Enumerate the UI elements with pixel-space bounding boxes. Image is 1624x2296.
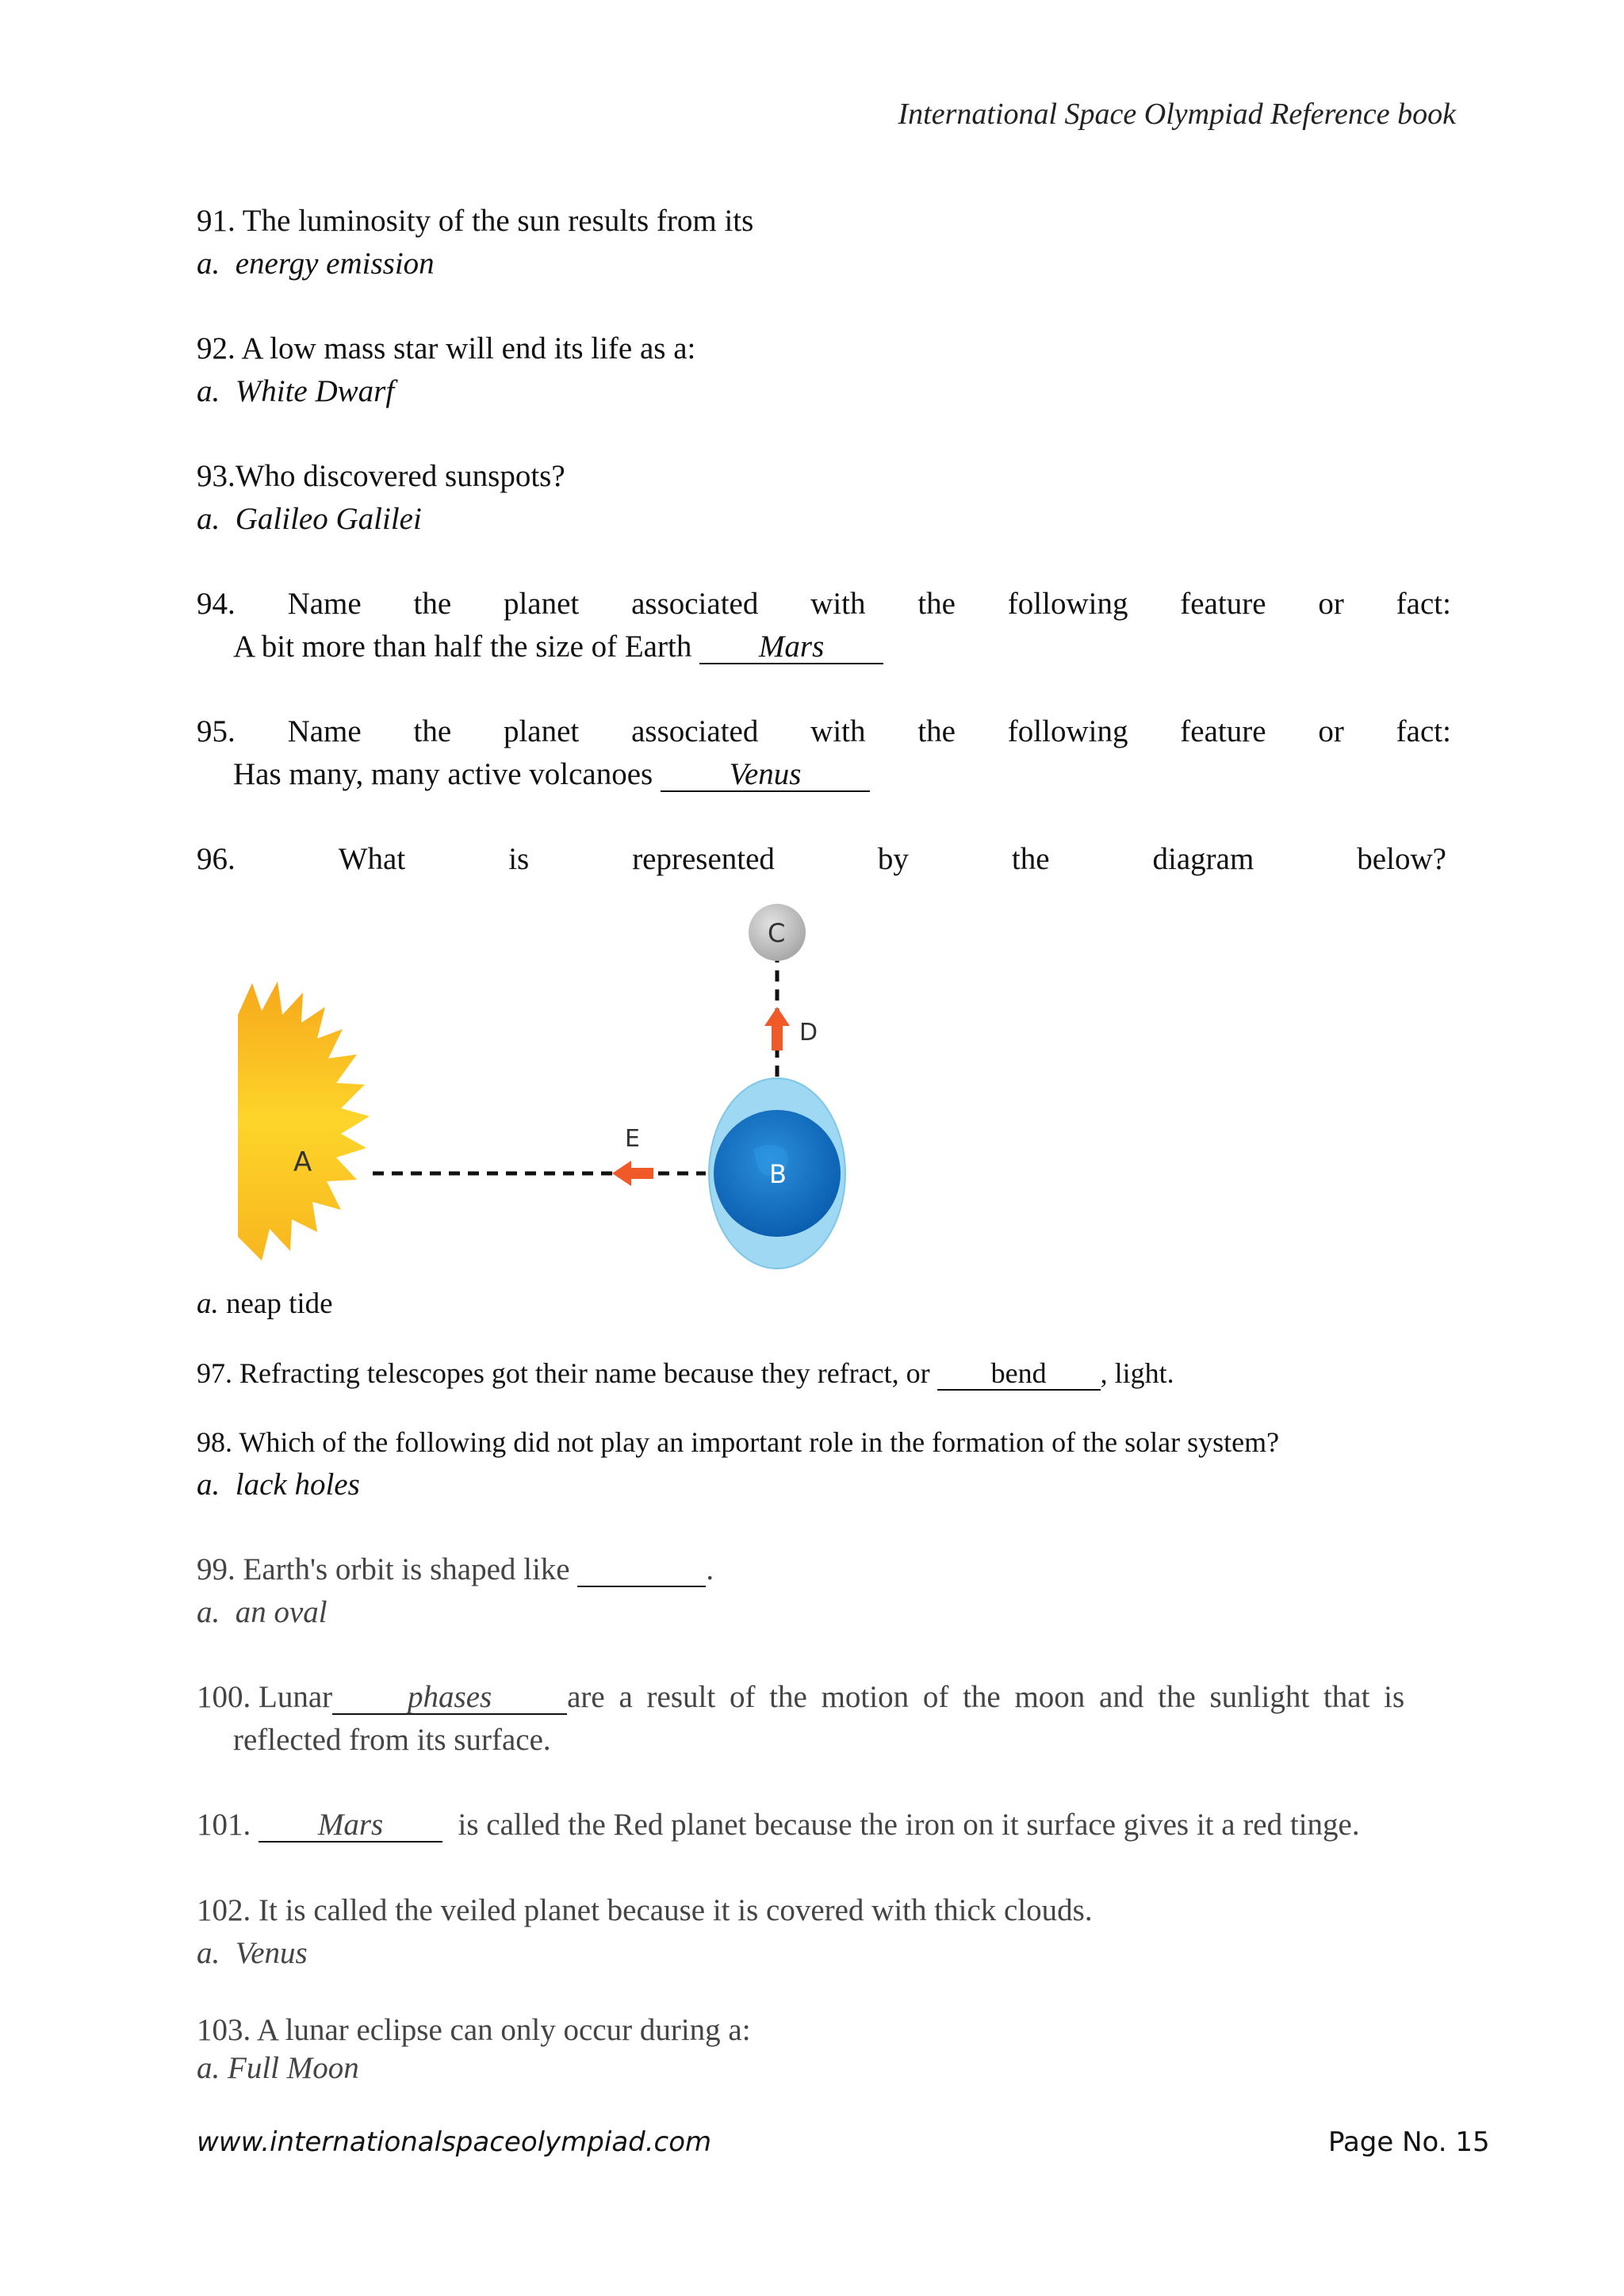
- question-91: [197, 200, 1451, 285]
- question-text: 103. A lunar eclipse can only occur during a:: [197, 2013, 751, 2047]
- question-line-2: Has many, many active volcanoes Venus: [197, 753, 1451, 796]
- answer-blank: bend: [937, 1357, 1101, 1391]
- answer: a. Venus: [197, 1936, 308, 1970]
- question-96: [197, 838, 1451, 881]
- arrow-e: [612, 1161, 653, 1186]
- question-text: 93.Who discovered sunspots?: [197, 459, 565, 493]
- question-line-2: A bit more than half the size of Earth Mars: [197, 626, 1451, 668]
- question-text: 102. It is called the veiled planet because it is covered with thick clouds.: [197, 1893, 1093, 1927]
- arrow-d-label: D: [799, 1019, 818, 1047]
- question-96-answer: a. neap tide: [197, 1288, 333, 1320]
- answer-blank: phases: [332, 1682, 567, 1715]
- question-103: [197, 2011, 1451, 2087]
- question-92: [197, 327, 1451, 413]
- moon-label: C: [768, 918, 786, 948]
- question-93: [197, 455, 1451, 541]
- question-99: [197, 1548, 1451, 1634]
- answer: a. energy emission: [197, 247, 435, 281]
- question-text: 92. A low mass star will end its life as a:: [197, 331, 696, 365]
- question-97: 97. Refracting telescopes got their name because they refract, or bend , light.: [197, 1357, 1174, 1389]
- question-text: 98. Which of the following did not play an important role in the formation of the solar system?: [197, 1426, 1280, 1458]
- arrow-e-label: E: [625, 1125, 640, 1153]
- question-text: 96. What is represented by the diagram below?: [197, 842, 1446, 876]
- answer-blank: Mars: [699, 631, 883, 664]
- answer: a. lack holes: [197, 1468, 360, 1502]
- question-text: 99. Earth's orbit is shaped like .: [197, 1552, 714, 1586]
- answer-blank: Venus: [661, 759, 870, 792]
- question-text: 91. The luminosity of the sun results from its: [197, 204, 754, 238]
- question-98: [197, 1421, 1451, 1506]
- footer-website[interactable]: www.internationalspaceolympiad.com: [197, 2126, 712, 2158]
- question-94: [197, 583, 1451, 668]
- answer: a. Galileo Galilei: [197, 502, 422, 536]
- answer: a. an oval: [197, 1595, 327, 1629]
- earth-label: B: [769, 1159, 787, 1189]
- answer-blank: Mars: [259, 1809, 442, 1843]
- question-text: 100. Lunar phases are a result of the motion of the moon and the sunlight that is: [197, 1680, 1405, 1714]
- question-102: [197, 1889, 1451, 1975]
- sun-label: A: [293, 1146, 312, 1178]
- question-text: 95. Name the planet associated with the following feature or fact:: [197, 714, 1451, 748]
- tide-diagram: [230, 896, 864, 1292]
- footer-page-number: Page No. 15: [1328, 2126, 1490, 2158]
- answer: a. White Dwarf: [197, 374, 395, 408]
- question-line-2: reflected from its surface.: [233, 1723, 551, 1757]
- question-100: [197, 1676, 1451, 1762]
- question-text: 94. Name the planet associated with the following feature or fact:: [197, 587, 1451, 621]
- question-95: [197, 710, 1451, 796]
- answer: a. Full Moon: [197, 2051, 359, 2085]
- sun-shape: [238, 982, 370, 1261]
- arrow-d: [764, 1007, 790, 1050]
- question-101: 101. Mars is called the Red planet because the iron on it surface gives it a red tinge.: [197, 1808, 1360, 1842]
- header-title: International Space Olympiad Reference book: [898, 98, 1456, 131]
- answer-blank: [577, 1554, 706, 1587]
